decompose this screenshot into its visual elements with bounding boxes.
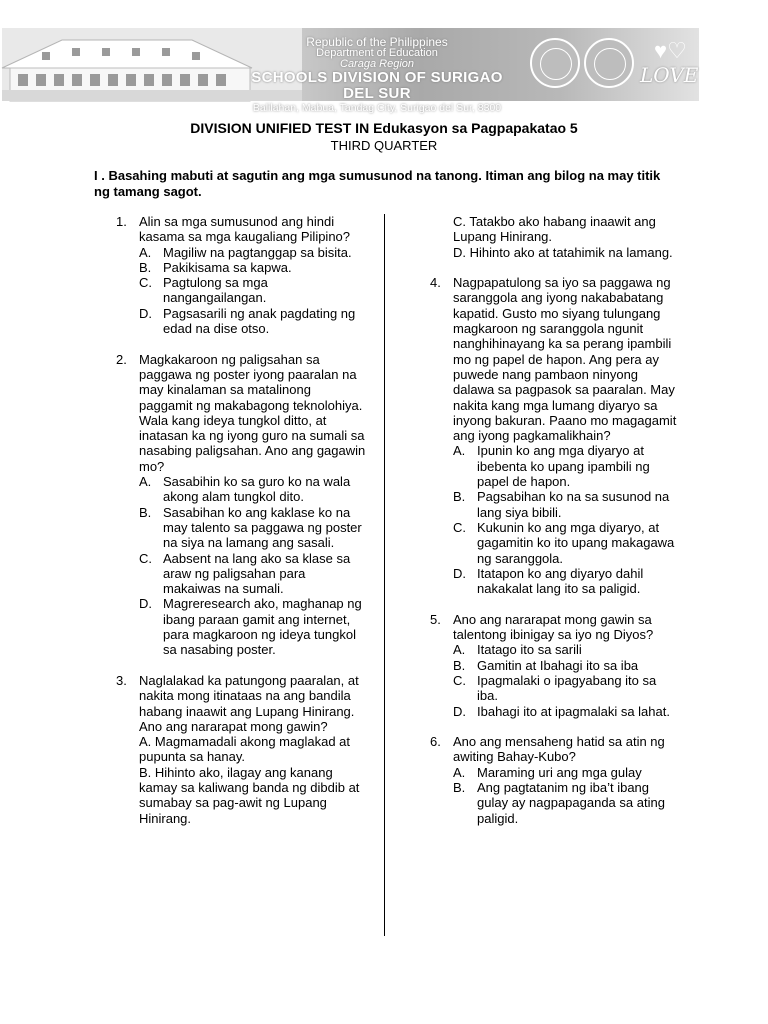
option-d: D. Ibahagi ito at ipagmalaki sa lahat. — [453, 703, 670, 719]
question-6 — [430, 734, 680, 826]
option-b: B. Pagsabihan ko na sa susunod na lang siya bibili. — [453, 489, 670, 520]
header-division: SCHOOLS DIVISION OF SURIGAO DEL SUR — [251, 69, 503, 102]
question-4 — [430, 275, 680, 596]
header-department: Department of Education — [316, 47, 438, 59]
right-column — [430, 214, 680, 841]
option-b: B. Gamitin at Ibahagi ito sa iba — [453, 657, 639, 673]
left-column — [116, 214, 366, 841]
option-c-continued: C. Tatakbo ako habang inaawit ang Lupang Hinirang. — [453, 214, 656, 245]
division-seal-icon — [584, 38, 634, 88]
question-number: 5. — [430, 611, 441, 627]
option-c: C. Pagtulong sa mga nangangailangan. — [139, 275, 268, 306]
deped-seal-icon — [530, 38, 580, 88]
love-logo-text: LOVE — [640, 63, 699, 87]
page-subtitle: THIRD QUARTER — [330, 138, 438, 153]
option-b: B. Hihinto ako, ilagay ang kanang kamay sa kaliwang banda ng dibdib at sumabay sa pag-awit ng Lupang Hinirang. — [139, 764, 360, 826]
header-region: Caraga Region — [340, 58, 414, 70]
option-a: A. Maraming uri ang mga gulay — [453, 764, 642, 780]
option-d: D. Pagsasarili ng anak pagdating ng edad na dise otso. — [139, 305, 356, 337]
question-text: Magkakaroon ng paligsahan sa paggawa ng poster iyong paaralan na may kinalaman sa matalinong paggamit ng makabagong teknolohiya. Wala kang ideya tungkol ditto, at inatasan ka ng iyong guro na sumali sa nasabing paligsahan. Ano ang gagawin mo? — [139, 351, 366, 474]
question-number: 6. — [430, 734, 441, 750]
option-c: C. Ipagmalaki o ipagyabang ito sa iba. — [453, 672, 657, 704]
question-number: 4. — [430, 275, 441, 291]
question-number: 1. — [116, 214, 127, 229]
option-a: A. Magmamadali akong maglakad at pupunta sa hanay. — [139, 734, 351, 765]
question-text: Ano ang nararapat mong gawin sa talentong ibinigay sa iyo ng Diyos? — [453, 611, 654, 643]
instructions: I . Basahing mabuti at sagutin ang mga sumusunod na tanong. Itiman ang bilog na may titik ng tamang sagot. — [94, 168, 661, 199]
option-a: A. Sasabihin ko sa guro ko na wala akong alam tungkol dito. — [139, 474, 351, 505]
question-text: Ano ang mensaheng hatid sa atin ng awiting Bahay-Kubo? — [453, 734, 665, 765]
header-republic: Republic of the Philippines — [306, 35, 448, 49]
page-title: DIVISION UNIFIED TEST IN Edukasyon sa Pagpapakatao 5 — [190, 120, 578, 136]
option-a: A. Ipunin ko ang mga diyaryo at ibebenta ko upang ipambili ng papel de hapon. — [453, 443, 650, 490]
question-5 — [430, 612, 680, 719]
question-2 — [116, 352, 366, 658]
option-d: D. Itatapon ko ang diyaryo dahil nakakalat lang ito sa paligid. — [453, 565, 644, 597]
option-a: A. Itatago ito sa sarili — [453, 642, 582, 658]
option-b: B. Ang pagtatanim ng iba’t ibang gulay ay nagpapaganda sa ating paligid. — [453, 779, 665, 826]
question-text: Alin sa mga sumusunod ang hindi kasama sa mga kaugaliang Pilipino? — [139, 214, 351, 245]
option-d: D. Magreresearch ako, maghanap ng ibang paraan gamit ang internet, para magkaroon ng ideya tungkol sa nasabing poster. — [139, 596, 362, 658]
option-d-continued: D. Hihinto ako at tatahimik na lamang. — [453, 244, 673, 260]
option-c: C. Kukunin ko ang mga diyaryo, at gagamitin ko ito upang makagawa ng saranggola. — [453, 519, 675, 566]
letterhead-text — [242, 36, 512, 114]
letterhead-banner — [2, 28, 699, 114]
question-number: 2. — [116, 351, 127, 367]
column-divider — [384, 214, 385, 936]
hearts-icon: ♥♡ — [654, 38, 687, 63]
question-1 — [116, 214, 366, 336]
header-address: Balilahan, Mabua, Tandag City, Surigao del Sur, 8300 — [252, 102, 502, 114]
question-3 — [116, 673, 366, 826]
option-a: A. Magiliw na pagtanggap sa bisita. — [139, 244, 352, 260]
question-text: Naglalakad ka patungong paaralan, at nakita mong itinataas na ang bandila habang inaawit ang Lupang Hinirang. Ano ang nararapat mong gawin? — [139, 672, 359, 734]
question-number: 3. — [116, 672, 127, 688]
question-text: Nagpapatulong sa iyo sa paggawa ng saranggola ang iyong nakababatang kapatid. Gusto mo siyang tulungang magkaroon ng saranggola ngunit nanghihinayang ka sa perang ipambili mo ng papel de hapon. Ang pera ay puwede nang pambaon ninyong dalawa sa pagpasok sa paaralan. May nakita kang mga lumang diyaryo sa inyong bakuran. Paano mo magagamit ang iyong pagkamalikhain? — [453, 275, 677, 444]
option-b: B. Pakikisama sa kapwa. — [139, 259, 292, 275]
option-c: C. Aabsent na lang ako sa klase sa araw ng paligsahan para makaiwas na sumali. — [139, 550, 351, 597]
option-b: B. Sasabihan ko ang kaklase ko na may talento sa paggawa ng poster na siya na lamang ang sasali. — [139, 504, 362, 551]
